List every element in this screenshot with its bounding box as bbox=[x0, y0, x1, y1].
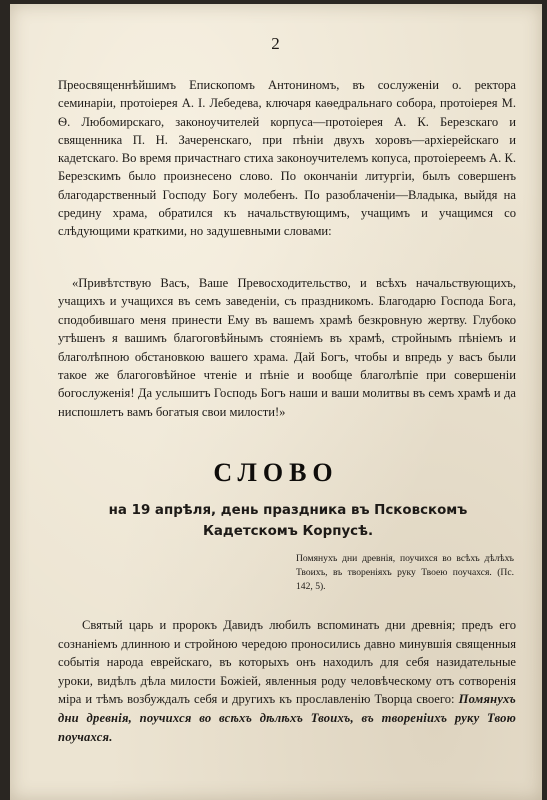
sermon-subheading: на 19 апрѣля, день праздника въ Псковскомъ Кадетскомъ Корпусѣ. bbox=[108, 503, 468, 539]
paragraph-liturgy: Преосвященнѣйшимъ Епископомъ Антониномъ, въ сослуженіи о. ректора семинаріи, протоіерея А. І. Лебедева, ключаря каѳедральнаго собора, протоіерея М. Ѳ. Любомирскаго, законоучителей корпуса—протоіерея А. К. Березскаго и священника П. Н. Зачеренскаго, при пѣніи двухъ хоровъ—архіерейскаго и кадетскаго. Во время причастнаго стиха законоучителемъ копуса, протоіереемъ А. К. Березскимъ было произнесено слово. По окончаніи литургіи, былъ совершенъ благодарственный Господу Богу молебенъ. По разоблаченіи—Владыка, выйдя на средину храма, обратился къ начальствующимъ, учащимъ и учащимся со слѣдующими краткими, но задушевными словами: bbox=[58, 78, 516, 239]
epigraph: Помянухъ дни древнія, поучихся во всѣхъ дѣлѣхъ Твоихъ, въ твореніяхъ руку Твоею поучахся. (Пс. 142, 5). bbox=[296, 553, 514, 592]
paragraph-sermon bbox=[58, 616, 516, 746]
book-page bbox=[10, 4, 542, 800]
sermon-heading: СЛОВО bbox=[213, 458, 339, 487]
paragraph-sermon-quote: Помянухъ дни древнія, поучихся во всѣхъ дѣлѣхъ Твоихъ, въ твореніихъ руку Твою поучахся. bbox=[58, 692, 516, 744]
paragraph-address: «Привѣтствую Васъ, Ваше Превосходительство, и всѣхъ начальствующихъ, учащихъ и учащихся въ семъ заведеніи, съ праздникомъ. Благодарю Господа Бога, сподобившаго меня принести Ему въ вашемъ храмѣ безкровную жертву. Глубоко утѣшенъ я вашимъ благоговѣйнымъ стояніемъ въ храмѣ, стройнымъ пѣніемъ и благолѣпною обстановкою вашего храма. Дай Богъ, чтобы и впредь у васъ были такое же благоговѣйное чтеніе и пѣніе и вообще благолѣпіе при совершеніи богослуженія! Да услышитъ Господь Богъ наши и ваши молитвы въ семъ храмѣ и да ниспошлетъ вамъ богатыя свои милости!» bbox=[58, 276, 516, 419]
paragraph-sermon-text: Святый царь и пророкъ Давидъ любилъ вспоминать дни древнія; предъ его сознаніемъ длинною и стройною чередою проносились давно минувшія священныя событія народа еврейскаго, въ которыхъ онъ находилъ для себя назидательные уроки, видѣлъ дѣла милости Божіей, явленныя роду человѣческому отъ сотворенія міра и тѣмъ возбуждалъ себя и другихъ къ прославленію Творца своего: bbox=[58, 618, 516, 707]
page-number: 2 bbox=[271, 34, 281, 53]
